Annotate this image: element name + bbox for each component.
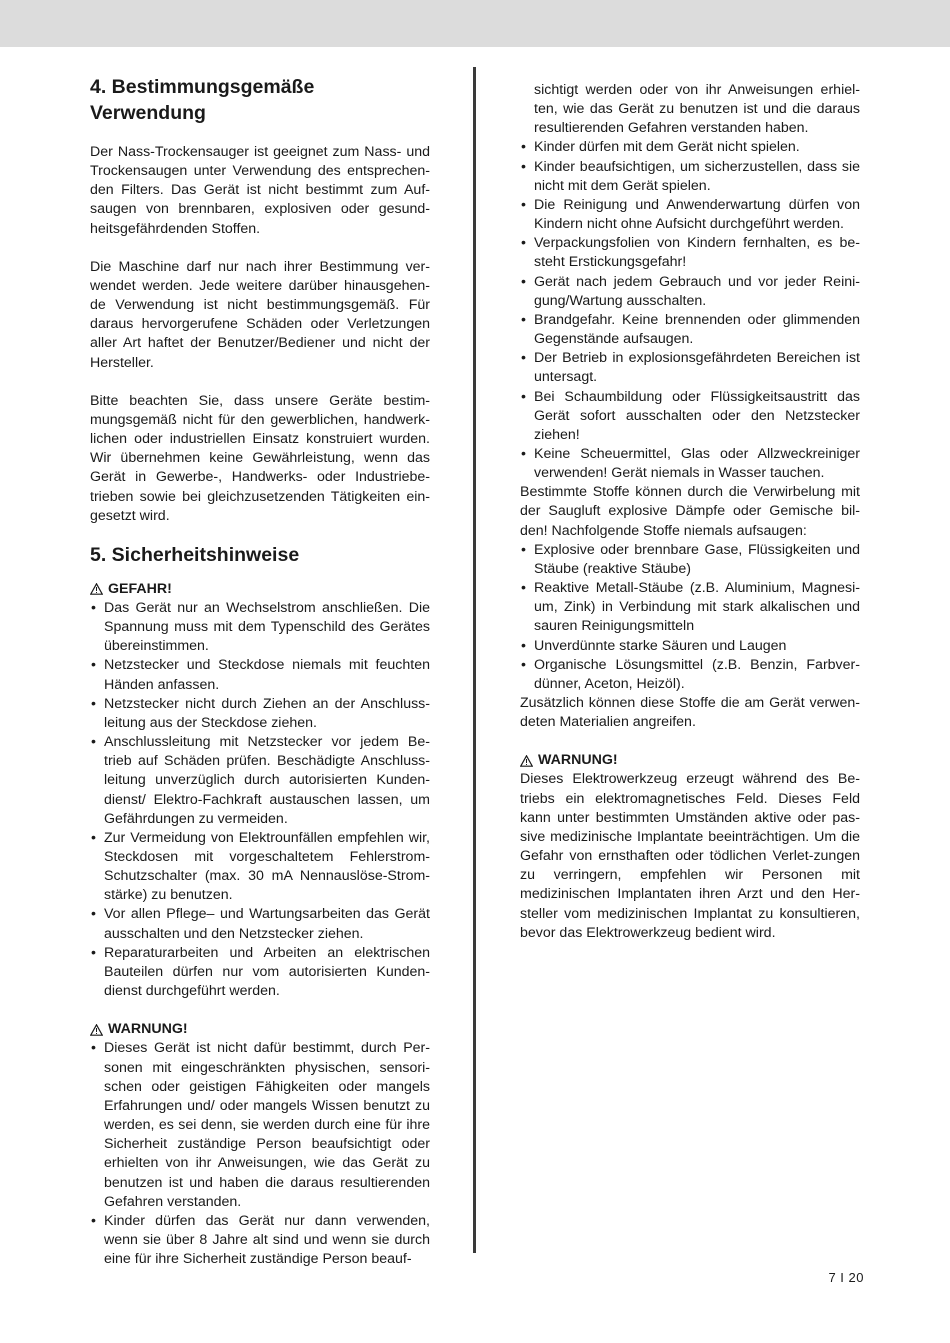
right-column (520, 81, 860, 943)
warning-label: WARNUNG! (108, 1021, 188, 1038)
section-4-title: 4. Bestimmungsgemäße Verwendung (90, 76, 315, 124)
section-5-title: 5. Sicherheitshinweise (90, 543, 300, 566)
danger-label: GEFAHR! (108, 580, 172, 597)
list-item: • Kinder dürfen das Gerät nur dann verwenden, wenn sie über 8 Jahre alt sind und wenn sie durch eine für ihre Sicherheit zuständige Person beauf- (90, 1212, 430, 1269)
list-item: • Die Reinigung und Anwenderwartung dürfen von Kindern nicht ohne Aufsicht durchgeführt werden. (520, 196, 860, 234)
section-4-paragraph-1: Der Nass-Trockensauger ist geeignet zum Nass- und Trockensaugen unter Verwendung des entsprechen-den Filters. Das Gerät ist nicht bestimmt zum Auf-saugen von brennbaren, explosiven oder gesund-heitsgefährdenden Stoffen. (90, 144, 430, 237)
list-item: • Explosive oder brennbare Gase, Flüssigkeiten und Stäube (reaktive Stäube) (520, 541, 860, 579)
list-item: • Bei Schaumbildung oder Flüssigkeitsaustritt das Gerät sofort ausschalten oder den Netzstecker ziehen! (520, 388, 860, 445)
substances-outro: Zusätzlich können diese Stoffe die am Gerät verwen-deten Materialien angreifen. (520, 695, 860, 731)
list-item: • Zur Vermeidung von Elektrounfällen empfehlen wir, Steckdosen mit vorgeschaltetem Fehlerstrom-Schutzschalter (max. 30 mA Nennauslöse-Strom-stärke) zu benutzen. (90, 829, 430, 906)
list-item: • Brandgefahr. Keine brennenden oder glimmenden Gegenstände aufsaugen. (520, 311, 860, 349)
list-item: • Netzstecker und Steckdose niemals mit feuchten Händen anfassen. (90, 656, 430, 694)
list-item: • Der Betrieb in explosionsgefährdeten Bereichen ist untersagt. (520, 349, 860, 387)
top-banner (0, 0, 950, 47)
list-item: • Netzstecker nicht durch Ziehen an der Anschluss-leitung aus der Steckdose ziehen. (90, 695, 430, 733)
warning-list (90, 1039, 430, 1269)
list-item: • Keine Scheuermittel, Glas oder Allzweckreiniger verwenden! Gerät niemals in Wasser tauchen. (520, 445, 860, 483)
page-number: 7 I 20 (828, 1270, 864, 1285)
warning-triangle-icon (520, 755, 533, 767)
substances-list (520, 541, 860, 694)
left-column (90, 74, 430, 1269)
list-item: • Verpackungsfolien von Kindern fernhalten, es be-steht Erstickungsgefahr! (520, 234, 860, 272)
list-item: • Unverdünnte starke Säuren und Laugen (520, 637, 860, 656)
section-4-paragraph-2: Die Maschine darf nur nach ihrer Bestimmung ver-wendet werden. Jede weitere darüber hinausgehen-de Verwendung ist nicht bestimmungsgemäß. Für daraus hervorgerufene Schäden oder Verletzungen aller Art haftet der Benutzer/Bediener und nicht der Hersteller. (90, 258, 430, 371)
list-item: • Das Gerät nur an Wechselstrom anschließen. Die Spannung muss mit dem Typenschild des Gerätes übereinstimmen. (90, 599, 430, 656)
warning-heading (90, 1020, 430, 1039)
warning-list-continued (520, 81, 860, 483)
column-divider (473, 67, 476, 1253)
list-item: • Vor allen Pflege– und Wartungsarbeiten das Gerät ausschalten und den Netzstecker ziehen. (90, 905, 430, 943)
danger-heading (90, 580, 430, 599)
warning-triangle-icon (90, 1024, 103, 1036)
list-item: • Gerät nach jedem Gebrauch und vor jeder Reini-gung/Wartung ausschalten. (520, 273, 860, 311)
warning-triangle-icon (90, 583, 103, 595)
list-item: • Kinder dürfen mit dem Gerät nicht spielen. (520, 138, 860, 157)
list-item: • Organische Lösungsmittel (z.B. Benzin, Farbver-dünner, Aceton, Heizöl). (520, 656, 860, 694)
warning-2-label: WARNUNG! (538, 752, 618, 769)
list-item: • Dieses Gerät ist nicht dafür bestimmt, durch Per-sonen mit eingeschränkten physischen, sensori-schen oder geistigen Fähigkeiten oder mangels Erfahrungen und/ oder mangels Wissen benutzt zu werden, es sei denn, sie werden durch eine für ihre Sicherheit zuständige Person beaufsichtigt oder erhielten von ihr Anweisungen, wie das Gerät zu benutzen ist und haben die daraus resultierenden Gefahren verstanden. (90, 1039, 430, 1211)
substances-intro: Bestimmte Stoffe können durch die Verwirbelung mit der Saugluft explosive Dämpfe oder Gemische bil-den! Nachfolgende Stoffe niemals aufsaugen: (520, 484, 860, 539)
list-item: • Reaktive Metall-Stäube (z.B. Aluminium, Magnesi-um, Zink) in Verbindung mit stark alkalischen und sauren Reinigungsmitteln (520, 579, 860, 636)
warning-2-text: Dieses Elektrowerkzeug erzeugt während des Be-triebs ein elektromagnetisches Feld. Dieses Feld kann unter bestimmten Umständen aktive oder pas-sive medizinische Implantate beeinträchtigen. Um die Gefahr von ernsthaften oder tödlichen Verlet-zungen zu verringern, empfehlen wir Personen mit medizinischen Implantaten ihren Arzt und den Her-steller vom medizinischen Implantat zu konsultieren, bevor das Elektrowerkzeug bedient wird. (520, 771, 860, 941)
list-item-continuation: sichtigt werden oder von ihr Anweisungen erhiel-ten, wie das Gerät zu benutzen ist und die daraus resultierenden Gefahren verstanden haben. (534, 82, 860, 137)
list-item: • Reparaturarbeiten und Arbeiten an elektrischen Bauteilen dürfen nur vom autorisierten Kunden-dienst durchgeführt werden. (90, 944, 430, 1001)
section-4-paragraph-3: Bitte beachten Sie, dass unsere Geräte bestim-mungsgemäß nicht für den gewerblichen, handwerk-lichen oder industriellen Einsatz konstruiert wurden. Wir übernehmen keine Gewährleistung, wenn das Gerät in Gewerbe-, Handwerks- oder Industriebe-trieben sowie bei gleichzusetzenden Tätigkeiten ein-gesetzt wird. (90, 392, 430, 524)
list-item: • Anschlussleitung mit Netzstecker vor jedem Be-trieb auf Schäden prüfen. Beschädigte Anschluss-leitung unverzüglich durch autorisierten Kunden-dienst/ Elektro-Fachkraft austauschen lassen, um Gefährdungen zu vermeiden. (90, 733, 430, 829)
danger-list (90, 599, 430, 1001)
warning-2-heading (520, 751, 860, 770)
list-item: • Kinder beaufsichtigen, um sicherzustellen, dass sie nicht mit dem Gerät spielen. (520, 158, 860, 196)
